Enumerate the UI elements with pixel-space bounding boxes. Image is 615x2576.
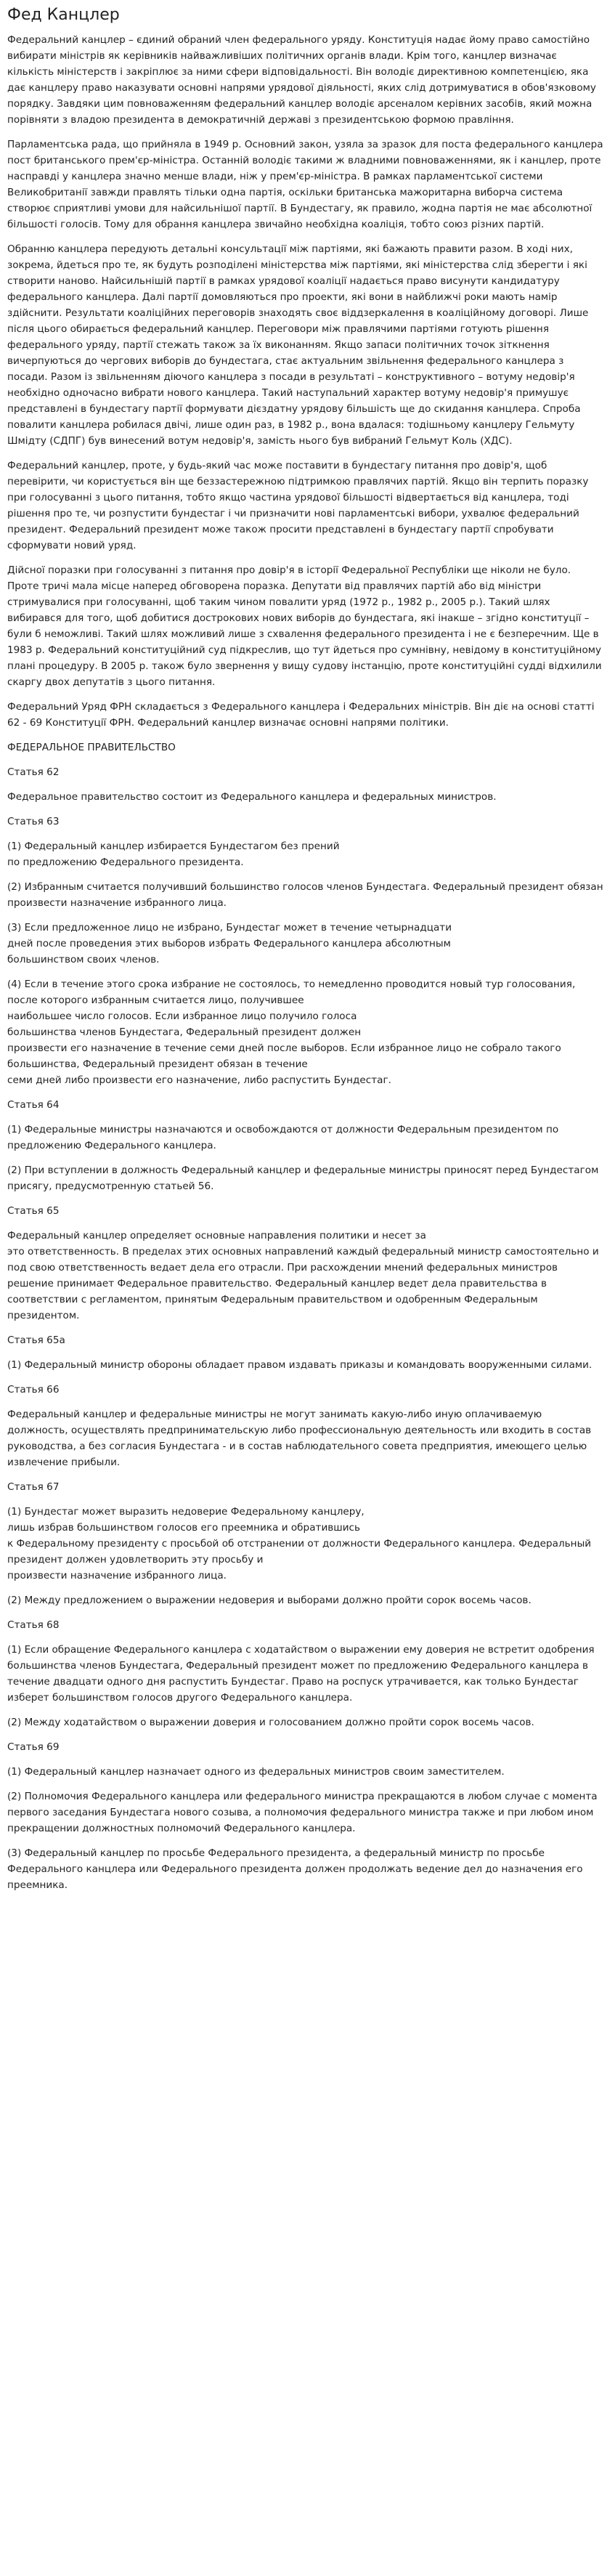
paragraph: Статья 65а — [7, 1334, 65, 1346]
paragraph: (1) Федеральные министры назначаются и освобождаются от должности Федеральным президентом по предложению Федерального канцлера. — [7, 1124, 559, 1151]
paragraph: Федеральный канцлер и федеральные министры не могут занимать какую-либо иную оплачиваемую должность, осуществлять предпринимательскую либо профессиональную деятельность или входить в состав руководства, а без согласия Бундестага - и в состав наблюдательного совета предприятия, имеющего целью извлечение прибыли. — [7, 1409, 592, 1468]
paragraph: (1) Федеральный канцлер избирается Бундестагом без прений по предложению Федерального президента. — [7, 841, 340, 868]
paragraph: Федеральний Уряд ФРН складається з Федерального канцлера і Федеральних міністрів. Він діє на основі статті 62 - 69 Конституції ФРН. Федеральний канцлер визначає основні напрями політики. — [7, 701, 595, 729]
paragraph: (2) Между ходатайством о выражении доверия и голосованием должно пройти сорок восемь часов. — [7, 1717, 534, 1728]
paragraph: (2) Избранным считается получивший большинство голосов членов Бундестага. Федеральный президент обязан произвести назначение избранного лица. — [7, 881, 603, 909]
paragraph: ФЕДЕРАЛЬНОЕ ПРАВИТЕЛЬСТВО — [7, 742, 176, 753]
paragraph: Статья 62 — [7, 766, 60, 778]
paragraph: (2) Между предложением о выражении недоверия и выборами должно пройти сорок восемь часов. — [7, 1595, 531, 1606]
paragraph: (2) Полномочия Федерального канцлера или федерального министра прекращаются в любом случае с момента первого заседания Бундестага нового созыва, а полномочия федерального министра также и при любом ином прекращении должностных полномочий Федерального канцлера. — [7, 1791, 598, 1834]
paragraph: Обранню канцлера передують детальні консультації між партіями, які бажають правити разом. В ході них, зокрема, йдеться про те, як будуть розподілені міністерства між партіями, які міністерства слід зберегти і які створити наново. Найсильнішій партії в рамках урядової коаліції надається право висунути кандидатуру федерального канцлера. Далі партії домовляються про проекти, які вони в найближчі роки мають намір здійснити. Результати коаліційних переговорів знаходять своє віддзеркалення в коаліційному договорі. Лише після цього обирається федеральний канцлер. Переговори між правлячими партіями готують рішення федерального уряду, партії стежать також за їх виконанням. Якщо запаси політичних точок зіткнення вичерпуються до чергових виборів до бундестага, стає актуальним звільнення федерального канцлера з посади. Разом із звільненням діючого канцлера з посади в результаті – конструктивного – вотуму недовір'я необхідно одночасно вибрати нового канцлера. Такий наступальний характер вотуму недовір'я примушує представлені в бундестагу партії формувати дієздатну урядову більшість ще до скидання канцлера. Спроба повалити канцлера робилася двічі, лише один раз, в 1982 р., вона вдалася: тодішньому канцлеру Гельмуту Шмідту (СДПГ) був винесений вотум недовір'я, замість нього був вибраний Гельмут Коль (ХДС). — [7, 243, 589, 447]
document-body — [7, 32, 605, 1893]
paragraph: Статья 64 — [7, 1099, 60, 1111]
paragraph: (4) Если в течение этого срока избрание не состоялось, то немедленно проводится новый тур голосования, после которого избранным считается лицо, получившее наибольшее число голосов. Если избранное лицо получило голоса большинства членов Бундестага, Федеральный президент должен произвести его назначение в течение семи дней после выборов. Если избранное лицо не собрало такого большинства, Федеральный президент обязан в течение семи дней либо произвести его назначение, либо распустить Бундестаг. — [7, 979, 576, 1086]
paragraph: Статья 63 — [7, 816, 60, 827]
paragraph: Статья 67 — [7, 1481, 60, 1493]
paragraph: Дійсної поразки при голосуванні з питання про довір'я в історії Федеральної Республіки ще ніколи не було. Проте тричі мала місце наперед обговорена поразка. Депутати від правлячих партій або від міністри стримувалися при голосуванні, щоб таким чином повалити уряд (1972 р., 1982 р., 2005 р.). Такий шлях вибирався для того, щоб добитися дострокових нових виборів до бундестага, які інакше – згідно конституції – були б неможливі. Такий шлях можливий лише з схвалення федерального президента і не є безперечним. Ще в 1983 р. Федеральний конституційний суд підкреслив, що тут йдеться про сумнівну, невідому в конституційному плані процедуру. В 2005 р. також було звернення у вищу судову інстанцію, проте конституційні судді відхилили скаргу двох депутатів з цього питання. — [7, 564, 602, 688]
paragraph: Статья 68 — [7, 1619, 60, 1631]
paragraph: Федеральный канцлер определяет основные направления политики и несет за это ответственность. В пределах этих основных направлений каждый федеральный министр самостоятельно и под свою ответственность ведает дела его отрасли. При расхождении мнений федеральных министров решение принимает Федеральное правительство. Федеральный канцлер ведет дела правительства в соответствии с регламентом, принятым Федеральным правительством и одобренным Федеральным президентом. — [7, 1230, 599, 1321]
paragraph: (1) Бундестаг может выразить недоверие Федеральному канцлеру, лишь избрав большинством голосов его преемника и обратившись к Федеральному президенту с просьбой об отстранении от должности Федерального канцлера. Федеральный президент должен удовлетворить эту просьбу и произвести назначение избранного лица. — [7, 1506, 592, 1581]
paragraph: Федеральний канцлер, проте, у будь-який час може поставити в бундестагу питання про довір'я, щоб перевірити, чи користується він ще беззастережною підтримкою правлячих партій. Якщо він терпить поразку при голосуванні з цього питання, тобто якщо частина урядової більшості відвертається від канцлера, тоді рішення про те, чи розпустити бундестаг і чи призначити нові парламентські вибори, ухвалює федеральний президент. Федеральний президент може також просити представлені в бундестагу партії спробувати сформувати новий уряд. — [7, 460, 589, 551]
paragraph: (2) При вступлении в должность Федеральный канцлер и федеральные министры приносят перед Бундестагом присягу, предусмотренную статьей 56. — [7, 1165, 599, 1192]
paragraph: Федеральное правительство состоит из Федерального канцлера и федеральных министров. — [7, 791, 497, 803]
paragraph: (3) Федеральный канцлер по просьбе Федерального президента, а федеральный министр по просьбе Федерального канцлера или Федерального президента должен продолжать ведение дел до назначения его преемника. — [7, 1847, 583, 1891]
paragraph: (1) Федеральный канцлер назначает одного из федеральных министров своим заместителем. — [7, 1766, 505, 1778]
paragraph: (1) Если обращение Федерального канцлера с ходатайством о выражении ему доверия не встретит одобрения большинства членов Бундестага, Федеральный президент может по предложению Федерального канцлера в течение двадцати одного дня распустить Бундестаг. Право на роспуск утрачивается, как только Бундестаг изберет большинством голосов другого Федерального канцлера. — [7, 1644, 595, 1704]
paragraph: (1) Федеральный министр обороны обладает правом издавать приказы и командовать вооруженными силами. — [7, 1359, 592, 1371]
paragraph: Статья 69 — [7, 1741, 60, 1753]
paragraph: Парламентська рада, що прийняла в 1949 р. Основний закон, узяла за зразок для поста федерального канцлера пост британського прем'єр-міністра. Останній володіє такими ж владними повноваженнями, як і канцлер, проте насправді у канцлера значно менше влади, ніж у прем'єр-міністра. В рамках парламентської системи Великобританії завжди правлять тільки одна партія, оскільки британська мажоритарна виборча система створює сприятливі умови для найсильнішої партії. В Бундестагу, як правило, жодна партія не має абсолютної більшості голосів. Тому для обрання канцлера звичайно необхідна коаліція, тобто союз різних партій. — [7, 139, 603, 230]
paragraph: Федеральний канцлер – єдиний обраний член федерального уряду. Конституція надає йому право самостійно вибирати міністрів як керівників найважливіших політичних органів влади. Крім того, канцлер визначає кількість міністерств і закріплює за ними сфери відповідальності. Він володіє директивною компетенцією, яка дає канцлеру право наказувати основні напрями урядової діяльності, яких слід дотримуватися в обов'язковому порядку. Завдяки цим повноваженням федеральний канцлер володіє арсеналом керівних засобів, який можна порівняти з владою президента в демократичній державі з президентською формою правління. — [7, 34, 596, 126]
paragraph: (3) Если предложенное лицо не избрано, Бундестаг может в течение четырнадцати дней после проведения этих выборов избрать Федерального канцлера абсолютным большинством своих членов. — [7, 922, 452, 965]
paragraph: Статья 66 — [7, 1384, 60, 1396]
paragraph: Статья 65 — [7, 1205, 60, 1217]
page-title: Фед Канцлер — [7, 6, 120, 24]
